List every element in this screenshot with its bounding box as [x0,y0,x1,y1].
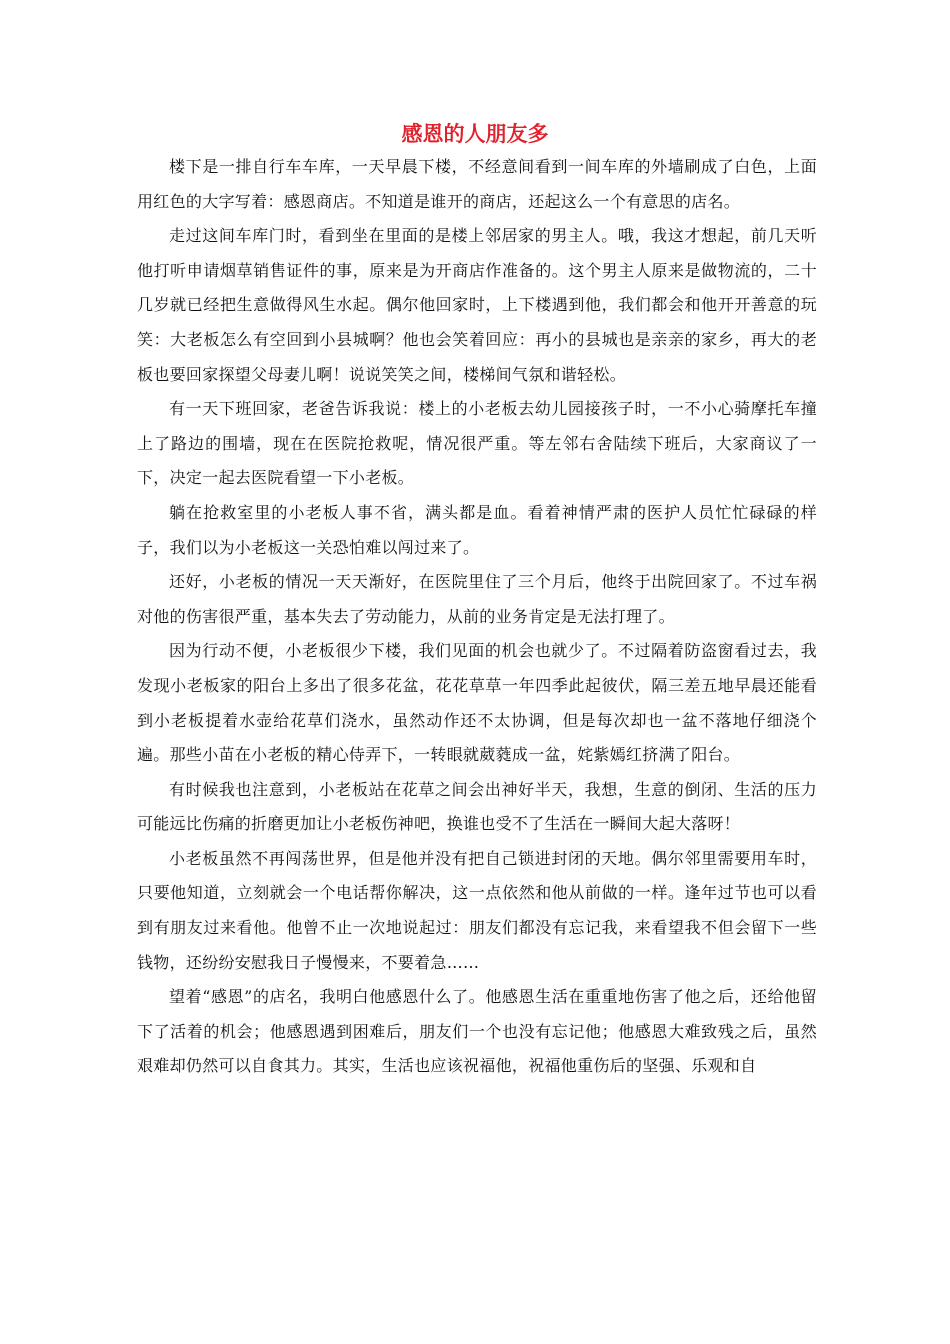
document-title: 感恩的人朋友多 [401,121,549,146]
paragraph-9: 望着“感恩”的店名，我明白他感恩什么了。他感恩生活在重重地伤害了他之后，还给他留下了活着的机会；他感恩遇到困难后，朋友们一个也没有忘记他；他感恩大难致残之后，虽然艰难却仍然可以自食其力。其实，生活也应该祝福他，祝福他重伤后的坚强、乐观和自 [137,987,817,1076]
paragraph-1: 楼下是一排自行车车库，一天早晨下楼，不经意间看到一间车库的外墙刷成了白色，上面用红色的大字写着：感恩商店。不知道是谁开的商店，还起这么一个有意思的店名。 [137,157,817,211]
paragraph-2: 走过这间车库门时，看到坐在里面的是楼上邻居家的男主人。哦，我这才想起，前几天听他打听申请烟草销售证件的事，原来是为开商店作准备的。这个男主人原来是做物流的，二十几岁就已经把生意做得风生水起。偶尔他回家时，上下楼遇到他，我们都会和他开开善意的玩笑：大老板怎么有空回到小县城啊？他也会笑着回应：再小的县城也是亲亲的家乡，再大的老板也要回家探望父母妻儿啊！说说笑笑之间，楼梯间气氛和谐轻松。 [137,226,817,384]
paragraph-8: 小老板虽然不再闯荡世界，但是他并没有把自己锁进封闭的天地。偶尔邻里需要用车时，只要他知道，立刻就会一个电话帮你解决，这一点依然和他从前做的一样。逢年过节也可以看到有朋友过来看他。他曾不止一次地说起过：朋友们都没有忘记我，来看望我不但会留下一些钱物，还纷纷安慰我日子慢慢来，不要着急…… [137,848,817,972]
paragraph-4: 躺在抢救室里的小老板人事不省，满头都是血。看着神情严肃的医护人员忙忙碌碌的样子，我们以为小老板这一关恐怕难以闯过来了。 [137,502,817,557]
paragraph-3: 有一天下班回家，老爸告诉我说：楼上的小老板去幼儿园接孩子时，一不小心骑摩托车撞上了路边的围墙，现在在医院抢救呢，情况很严重。等左邻右舍陆续下班后，大家商议了一下，决定一起去医院看望一下小老板。 [137,399,817,488]
paragraph-7: 有时候我也注意到，小老板站在花草之间会出神好半天，我想，生意的倒闭、生活的压力可能远比伤痛的折磨更加让小老板伤神吧，换谁也受不了生活在一瞬间大起大落呀！ [137,779,817,834]
paragraph-6: 因为行动不便，小老板很少下楼，我们见面的机会也就少了。不过隔着防盗窗看过去，我发现小老板家的阳台上多出了很多花盆，花花草草一年四季此起彼伏，隔三差五地早晨还能看到小老板提着水壶给花草们浇水，虽然动作还不太协调，但是每次却也一盆不落地仔细浇个遍。那些小苗在小老板的精心侍弄下，一转眼就葳蕤成一盆，姹紫嫣红挤满了阳台。 [137,641,817,765]
document-body [137,150,817,1084]
paragraph-5: 还好，小老板的情况一天天渐好，在医院里住了三个月后，他终于出院回家了。不过车祸对他的伤害很严重，基本失去了劳动能力，从前的业务肯定是无法打理了。 [137,572,817,626]
